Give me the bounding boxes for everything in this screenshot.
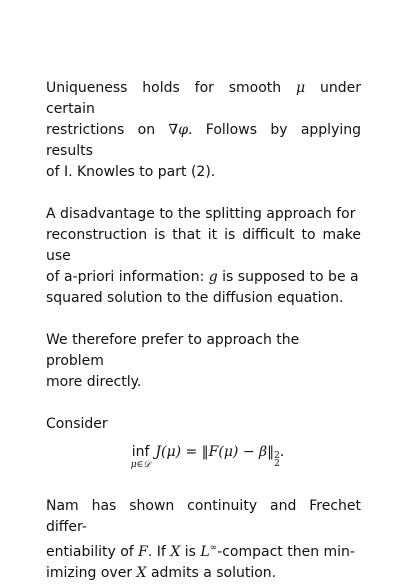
display-equation [46, 445, 361, 470]
paragraph-nam [46, 496, 361, 584]
text-line: more directly. [46, 374, 142, 390]
paragraph-uniqueness [46, 78, 361, 183]
norm-exponents: 2 2 [274, 451, 280, 469]
text-line: reconstruction is that it is difficult to make use [46, 227, 361, 264]
math-grad-phi: ∇φ [168, 122, 188, 138]
text-line: of a-priori information: g is supposed to be a [46, 269, 359, 285]
equation-body: J(μ) = ‖F(μ) − β‖ 2 2 . [155, 444, 285, 469]
text-line: Uniqueness holds for smooth μ under certain [46, 80, 362, 117]
text-line: A disadvantage to the splitting approach for [46, 206, 356, 222]
math-L: L [200, 544, 210, 560]
math-g: g [208, 269, 218, 285]
text-line: Consider [46, 416, 108, 432]
paragraph-consider [46, 414, 361, 435]
math-X: X [136, 565, 147, 581]
text-line: Nam has shown continuity and Frechet differ- [46, 498, 361, 535]
math-infinity: ∞ [209, 543, 218, 553]
document-page [46, 78, 361, 584]
text-line: imizing over X admits a solution. [46, 565, 277, 581]
text-line: of I. Knowles to part (2). [46, 164, 216, 180]
paragraph-disadvantage [46, 204, 361, 309]
paragraph-approach [46, 330, 361, 393]
inf-operator: inf μ∈𝒟 [130, 444, 151, 470]
text-line: We therefore prefer to approach the problem [46, 332, 300, 369]
inf-subscript: μ∈𝒟 [130, 460, 151, 470]
math-X: X [170, 544, 181, 560]
text-line: entiability of F. If X is L∞-compact then min- [46, 543, 355, 560]
math-mu: μ [296, 80, 306, 96]
math-F: F [138, 544, 148, 560]
text-line: squared solution to the diffusion equation. [46, 290, 344, 306]
text-line: restrictions on ∇φ. Follows by applying results [46, 122, 362, 159]
